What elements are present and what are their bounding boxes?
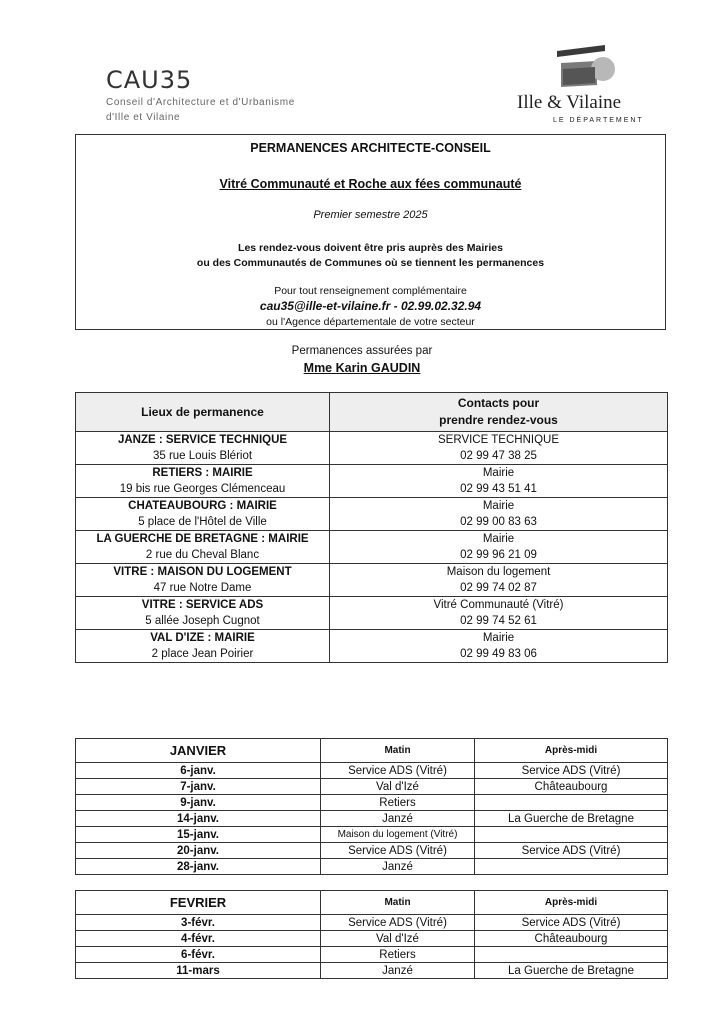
schedule-date: 11-mars xyxy=(76,963,321,979)
contact-phone[interactable]: 02 99 47 38 25 xyxy=(460,450,537,462)
schedule-morning: Janzé xyxy=(321,811,475,827)
place-cell xyxy=(76,630,330,663)
place-row xyxy=(76,597,668,630)
january-table xyxy=(75,738,668,875)
schedule-afternoon xyxy=(475,795,668,811)
schedule-row xyxy=(76,795,668,811)
month-name: FEVRIER xyxy=(76,891,321,915)
place-name: VITRE : MAISON DU LOGEMENT xyxy=(113,566,292,578)
contact-name: Maison du logement xyxy=(446,566,551,578)
contact-name: Mairie xyxy=(482,632,515,644)
place-address: 2 rue du Cheval Blanc xyxy=(145,549,260,561)
contact-cell xyxy=(330,630,668,663)
schedule-afternoon: La Guerche de Bretagne xyxy=(475,963,668,979)
place-cell xyxy=(76,465,330,498)
place-cell xyxy=(76,564,330,597)
schedule-row xyxy=(76,827,668,843)
schedule-afternoon xyxy=(475,827,668,843)
place-name: CHATEAUBOURG : MAIRIE xyxy=(128,500,277,512)
contact-phone[interactable]: 02 99 96 21 09 xyxy=(460,549,537,561)
more-info-label: Pour tout renseignement complémentaire xyxy=(274,285,467,297)
contact-line[interactable]: cau35@ille-et-vilaine.fr - 02.99.02.32.94 xyxy=(259,299,482,313)
contact-phone[interactable]: 02 99 74 52 61 xyxy=(460,615,537,627)
area-title: Vitré Communauté et Roche aux fées communauté xyxy=(219,177,522,191)
schedule-morning: Service ADS (Vitré) xyxy=(321,915,475,931)
morning-col-header: Matin xyxy=(321,739,475,763)
contact-phone[interactable]: 02 99 49 83 06 xyxy=(460,648,537,660)
schedule-afternoon: Châteaubourg xyxy=(475,779,668,795)
appointment-notice-line1: Les rendez-vous doivent être pris auprès des Mairies xyxy=(238,242,503,254)
places-table xyxy=(75,392,668,663)
place-name: JANZE : SERVICE TECHNIQUE xyxy=(117,434,288,446)
afternoon-col-header: Après-midi xyxy=(475,891,668,915)
place-row xyxy=(76,564,668,597)
schedule-row xyxy=(76,947,668,963)
place-cell xyxy=(76,498,330,531)
schedule-morning: Janzé xyxy=(321,963,475,979)
appointment-notice-line2: ou des Communautés de Communes où se tiennent les permanences xyxy=(196,257,545,269)
place-cell xyxy=(76,432,330,465)
cau35-subtitle-line1: Conseil d'Architecture et d'Urbanisme xyxy=(106,97,295,108)
schedule-morning: Maison du logement (Vitré) xyxy=(321,827,475,843)
cau35-subtitle-line2: d'Ille et Vilaine xyxy=(106,112,181,123)
schedule-row xyxy=(76,843,668,859)
schedule-morning: Retiers xyxy=(321,947,475,963)
morning-col-header: Matin xyxy=(321,891,475,915)
contact-name: Mairie xyxy=(482,533,515,545)
schedule-afternoon: Service ADS (Vitré) xyxy=(475,843,668,859)
schedule-morning: Val d'Izé xyxy=(321,779,475,795)
ensured-by-label: Permanences assurées par xyxy=(291,345,433,357)
contact-name: Vitré Communauté (Vitré) xyxy=(433,599,564,611)
schedule-row xyxy=(76,779,668,795)
schedule-afternoon xyxy=(475,947,668,963)
contact-cell xyxy=(330,465,668,498)
place-name: LA GUERCHE DE BRETAGNE : MAIRIE xyxy=(96,533,309,545)
schedule-date: 3-févr. xyxy=(76,915,321,931)
place-row xyxy=(76,630,668,663)
schedule-row xyxy=(76,931,668,947)
places-col-header: Lieux de permanence xyxy=(76,393,330,432)
contact-cell xyxy=(330,564,668,597)
schedule-morning: Val d'Izé xyxy=(321,931,475,947)
schedule-afternoon: La Guerche de Bretagne xyxy=(475,811,668,827)
place-name: VAL D'IZE : MAIRIE xyxy=(150,632,255,644)
schedule-afternoon: Service ADS (Vitré) xyxy=(475,915,668,931)
place-name: VITRE : SERVICE ADS xyxy=(141,599,264,611)
schedule-date: 4-févr. xyxy=(76,931,321,947)
document-title: PERMANENCES ARCHITECTE-CONSEIL xyxy=(250,141,491,155)
place-cell xyxy=(76,597,330,630)
schedule-row xyxy=(76,859,668,875)
schedule-date: 14-janv. xyxy=(76,811,321,827)
appointment-notice xyxy=(76,241,665,271)
place-name: RETIERS : MAIRIE xyxy=(152,467,253,479)
schedule-morning: Service ADS (Vitré) xyxy=(321,763,475,779)
february-header xyxy=(76,891,668,915)
place-address: 19 bis rue Georges Clémenceau xyxy=(119,483,286,495)
contact-cell xyxy=(330,597,668,630)
place-row xyxy=(76,531,668,564)
info-box xyxy=(75,134,666,330)
schedule-morning: Retiers xyxy=(321,795,475,811)
place-cell xyxy=(76,531,330,564)
schedule-row xyxy=(76,963,668,979)
place-address: 47 rue Notre Dame xyxy=(153,582,252,594)
schedule-morning: Service ADS (Vitré) xyxy=(321,843,475,859)
contact-cell xyxy=(330,531,668,564)
place-address: 35 rue Louis Blériot xyxy=(152,450,253,462)
place-row xyxy=(76,498,668,531)
cau35-title: CAU35 xyxy=(106,66,193,94)
contact-name: Mairie xyxy=(482,500,515,512)
department-emblem-icon xyxy=(557,45,617,91)
schedule-afternoon: Châteaubourg xyxy=(475,931,668,947)
schedule-row xyxy=(76,763,668,779)
agency-line: ou l'Agence départementale de votre secteur xyxy=(266,316,475,328)
schedule-date: 6-févr. xyxy=(76,947,321,963)
schedule-afternoon: Service ADS (Vitré) xyxy=(475,763,668,779)
contacts-col-header-line2: prendre rendez-vous xyxy=(439,413,558,427)
department-subtitle: LE DÉPARTEMENT xyxy=(553,117,644,124)
contact-cell xyxy=(330,498,668,531)
contact-phone[interactable]: 02 99 43 51 41 xyxy=(460,483,537,495)
place-address: 5 place de l'Hôtel de Ville xyxy=(138,516,267,528)
contact-name: Mairie xyxy=(482,467,515,479)
architect-name: Mme Karin GAUDIN xyxy=(303,361,421,375)
january-header xyxy=(76,739,668,763)
schedule-date: 9-janv. xyxy=(76,795,321,811)
place-row xyxy=(76,432,668,465)
contact-phone[interactable]: 02 99 74 02 87 xyxy=(460,582,537,594)
february-table xyxy=(75,890,668,979)
schedule-date: 6-janv. xyxy=(76,763,321,779)
schedule-date: 7-janv. xyxy=(76,779,321,795)
schedule-afternoon xyxy=(475,859,668,875)
contact-phone[interactable]: 02 99 00 83 63 xyxy=(460,516,537,528)
department-name: Ille & Vilaine xyxy=(517,92,622,113)
contacts-col-header xyxy=(330,393,668,432)
schedule-morning: Janzé xyxy=(321,859,475,875)
schedule-date: 20-janv. xyxy=(76,843,321,859)
cau35-logo xyxy=(106,66,295,124)
period-label: Premier semestre 2025 xyxy=(313,209,428,221)
afternoon-col-header: Après-midi xyxy=(475,739,668,763)
place-address: 5 allée Joseph Cugnot xyxy=(145,615,260,627)
month-name: JANVIER xyxy=(76,739,321,763)
schedule-date: 28-janv. xyxy=(76,859,321,875)
schedule-row xyxy=(76,915,668,931)
schedule-date: 15-janv. xyxy=(76,827,321,843)
contacts-col-header-line1: Contacts pour xyxy=(457,396,540,410)
contact-name: SERVICE TECHNIQUE xyxy=(438,434,559,446)
contact-cell xyxy=(330,432,668,465)
schedule-row xyxy=(76,811,668,827)
place-address: 2 place Jean Poirier xyxy=(151,648,254,660)
place-row xyxy=(76,465,668,498)
places-table-header xyxy=(76,393,668,432)
